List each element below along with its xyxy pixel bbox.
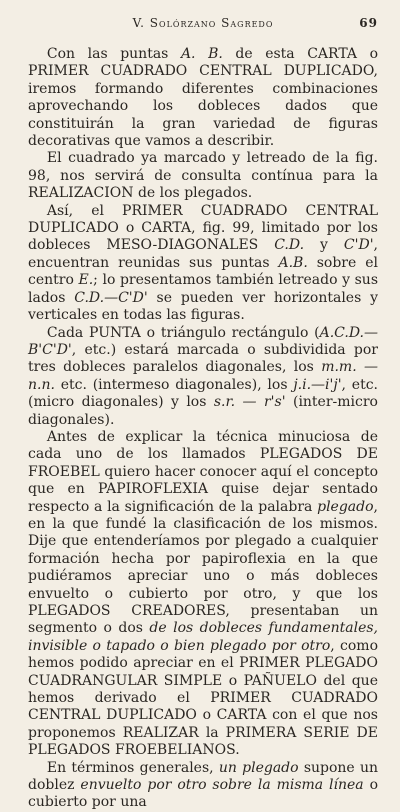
- paragraph: Cada PUNTA o triángulo rectángulo (A.C.D.—B'C'D', etc.) estará marcada o subdividida por tres dobleces paralelos diagonales, los m.m. — n.n. etc. (intermeso diagonales), los j.i.—i'j', etc. (micro diagonales) y los s.r. — r's' (inter-micro diagonales).: [28, 324, 378, 428]
- running-title: V. Solórzano Sagredo: [132, 16, 274, 30]
- paragraph: Con las puntas A. B. de esta CARTA o PRIMER CUADRADO CENTRAL DUPLICADO, iremos formando diferentes combinaciones aprovechando los dobleces dados que constituirán la gran variedad de figuras decorativas que vamos a describir.: [28, 46, 379, 150]
- paragraph: Antes de explicar la técnica minuciosa de cada uno de los llamados PLEGADOS DE FROEBEL quiero hacer conocer aquí el concepto que en PAPIROFLEXIA quise dejar sentado respecto a la significación de la palabra plegado, en la que fundé la clasificación de los mismos. Dije que entenderíamos por plegado a cualquier formación hecha por papiroflexia en la que pudiéramos apreciar uno o más dobleces envuelto o cubierto por otro, y que los PLEGADOS CREADORES, presentaban un segmento o dos de los dobleces fundamentales, invisible o tapado o bien plegado por otro, como hemos podido apreciar en el PRIMER PLEGADO CUADRANGULAR SIMPLE o PAÑUELO del que hemos derivado el PRIMER CUADRADO CENTRAL DUPLICADO o CARTA con el que nos proponemos REALIZAR la PRIMERA SERIE DE PLEGADOS FROEBELIANOS.: [28, 428, 378, 759]
- body-text: [28, 46, 378, 812]
- paragraph: En términos generales, un plegado supone un doblez envuelto por otro sobre la misma línea o cubierto por una: [28, 759, 379, 811]
- paragraph: Así, el PRIMER CUADRADO CENTRAL DUPLICADO o CARTA, fig. 99, limitado por los dobleces MESO-DIAGONALES C.D. y C'D', encuentran reunidas sus puntas A.B. sobre el centro E.; lo presentamos también letreado y sus lados C.D.—C'D' se pueden ver horizontales y verticales en todas las figuras.: [28, 202, 378, 324]
- page-number: 69: [359, 16, 378, 30]
- paragraph: El cuadrado ya marcado y letreado de la fig. 98, nos servirá de consulta contínua para la REALIZACION de los plegados.: [28, 150, 378, 202]
- running-header: [28, 14, 378, 36]
